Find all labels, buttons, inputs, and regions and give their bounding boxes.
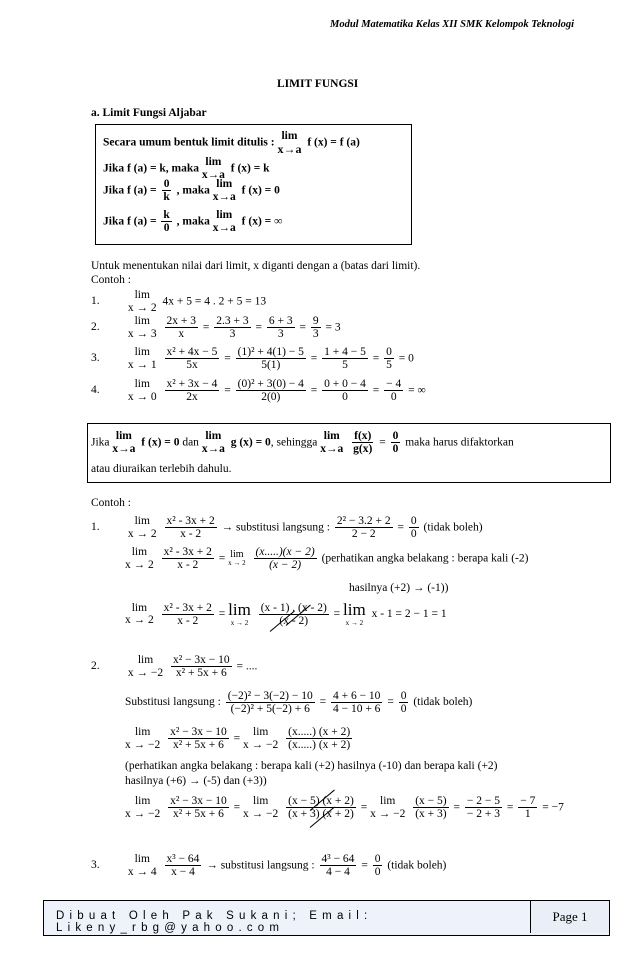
example-4: 4. lim x → 0 $\frac{\text{x² + 3x − 4}}{2x}$ = $\frac{\text{(0)² + 3(0) − 4}}{2(0)}$ = $\frac{0 + 0 - 4}{0}$ = $\frac{- 4}{0}$ = ∞ [91, 378, 426, 404]
subsection-title: a. Limit Fungsi Aljabar [91, 107, 207, 119]
definition-line-4: Jika f (a) = $\frac{k}{0}$ , maka lim x→a f (x) = ∞ [103, 209, 283, 235]
definition-line-1: Secara umum bentuk limit ditulis : lim x→a f (x) = f (a) [103, 130, 360, 156]
factor-example-1-note: hasilnya (+2) → (-1)) [349, 582, 449, 594]
example-2: 2. lim x → 3 $\frac{2x + 3}{x}$ = $\frac{2.3 + 3}{3}$ = $\frac{6 + 3}{3}$ = $\frac{9}{3}$ = 3 [91, 315, 341, 341]
factor-example-3: 3. lim x → 4 $\frac{\text{x³ − 64}}{x - 4}$ → substitusi langsung : $\frac{\text{4³ − 64}}{4 - 4}$ = $\frac{0}{0}$ (tidak boleh) [91, 853, 447, 879]
example-1: 1. lim x → 2 4x + 5 = 4 . 2 + 5 = 13 [91, 289, 267, 314]
header-title: Modul Matematika Kelas XII SMK Kelompok Teknologi [330, 19, 575, 30]
factoring-note-line-1: Jika lim x→a f (x) = 0 dan lim x→a g (x) = 0, sehingga lim x→a $\frac{f(x)}{g(x)}$ = $\frac{0}{0}$ maka harus difaktorkan [91, 430, 514, 456]
factor-example-2-note-2: hasilnya (+6) → (-5) dan (+3)) [125, 775, 267, 787]
factoring-note-line-2: atau diuraikan terlebih dahulu. [91, 463, 232, 475]
footer-credit: Dibuat Oleh Pak Sukani; Email: Likeny_rbg@yahoo.com [56, 910, 373, 934]
example-3: 3. lim x → 1 $\frac{\text{x² + 4x − 5}}{5x}$ = $\frac{\text{(1)² + 4(1) − 5}}{5(1)}$ = $\frac{1 + 4 - 5}{5}$ = $\frac{0}{5}$ = 0 [91, 346, 414, 372]
contoh-label-2: Contoh : [91, 497, 131, 509]
factor-example-2-note-1: (perhatikan angka belakang : berapa kali (+2) hasilnya (-10) dan berapa kali (+2) [125, 760, 498, 772]
factor-example-2-substitution: Substitusi langsung : $\frac{\text{(−2)² − 3(−2) − 10}}{\text{(−2)² + 5(−2) + 6}}$ = $\frac{4 + 6 - 10}{4 - 10 + 6}$ = $\frac{0}{0}$ (tidak boleh) [125, 690, 473, 716]
section-title: LIMIT FUNGSI [277, 78, 359, 90]
definition-line-3: Jika f (a) = $\frac{0}{k}$ , maka lim x→a f (x) = 0 [103, 178, 280, 204]
page-footer [43, 900, 610, 936]
definition-line-2: Jika f (a) = k, maka lim x→a f (x) = k [103, 156, 270, 181]
factor-example-1-step-2: lim x → 2 $\frac{\text{x² - 3x + 2}}{x - 2}$ = lim x → 2 $\frac{(x.....)(x - 2)}{(x - 2)}$ (perhatikan angka belakang : berapa kali (-2) [125, 546, 529, 572]
factor-example-1-step-3: lim x → 2 $\frac{\text{x² - 3x + 2}}{x - 2}$ = lim x → 2 $\frac{(x - 1) . (x - 2)}{(x - 2)}$ = lim x → 2 x - 1 = 2 − 1 = 1 [125, 600, 447, 627]
page-number: Page 1 [530, 901, 609, 933]
factor-example-2-factor: lim x → −2 $\frac{\text{x² − 3x − 10}}{\text{x² + 5x + 6}}$ = lim x → −2 $\frac{(x.....) (x + 2)}{(x.....) (x + 2)}$ [125, 726, 351, 752]
intro-text: Untuk menentukan nilai dari limit, x diganti dengan a (batas dari limit). [91, 260, 421, 272]
factor-example-2-step-1: 2. lim x → −2 $\frac{\text{x² − 3x − 10}}{\text{x² + 5x + 6}}$ = .... [91, 654, 258, 680]
contoh-label: Contoh : [91, 274, 131, 286]
factor-example-2-result: lim x → −2 $\frac{\text{x² − 3x − 10}}{\text{x² + 5x + 6}}$ = lim x → −2 $\frac{(x - 5) (x + 2)}{(x + 3) (x + 2)}$ = lim x → −2 $\frac{(x - 5)}{(x + 3)}$ = $\frac{- 2 - 5}{- 2 + 3}$ = $\frac{- 7}{1}$ = −7 [125, 795, 564, 821]
factor-example-1-step-1: 1. lim x → 2 $\frac{\text{x² - 3x + 2}}{x - 2}$ → substitusi langsung : $\frac{\text{2² − 3.2 + 2}}{2 - 2}$ = $\frac{0}{0}$ (tidak boleh) [91, 515, 483, 541]
